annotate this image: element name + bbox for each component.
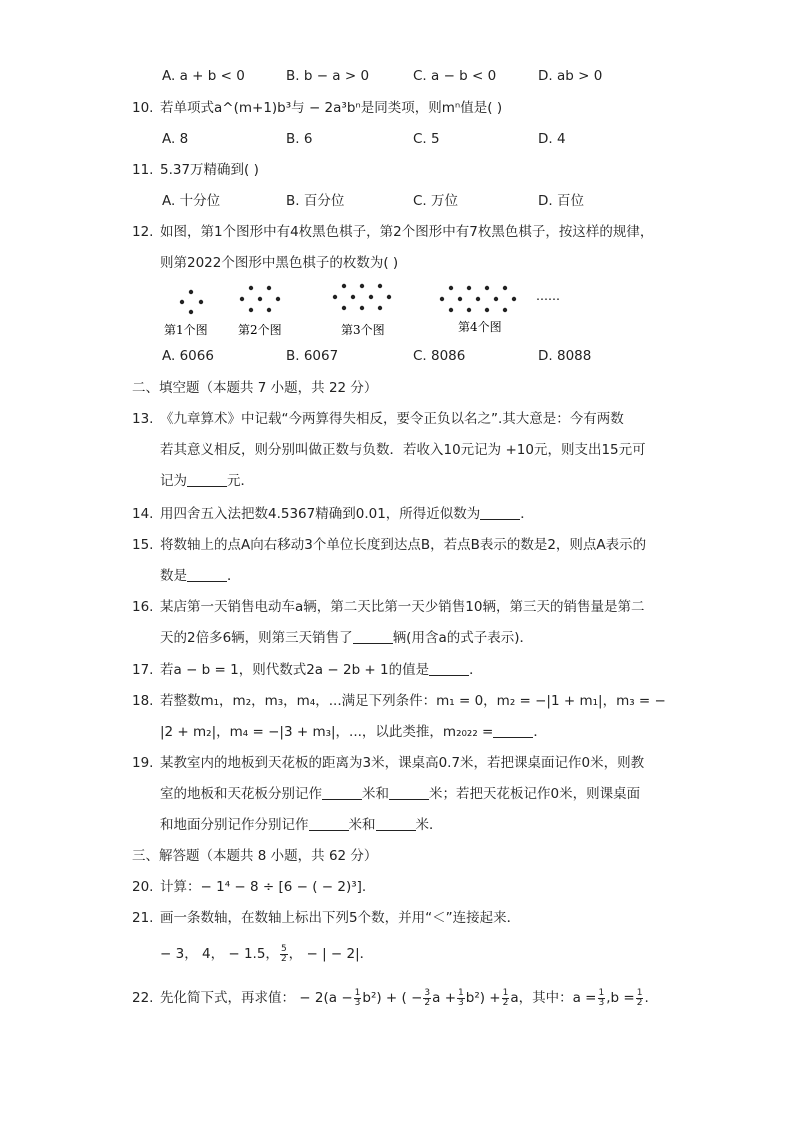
figure-ellipsis: ……: [536, 289, 560, 303]
q12-stem-line2: 则第2022个图形中黑色棋子的枚数为( ): [160, 255, 399, 271]
q17-number: 17.: [132, 662, 154, 678]
q15-answer-blank[interactable]: [187, 567, 227, 582]
q22-part-b: b²) + ( −: [362, 990, 423, 1006]
q20-number: 20.: [132, 879, 154, 895]
q14-text: [160, 504, 534, 524]
fig3-dot: [387, 295, 391, 299]
q12-option-d: D. 8088: [538, 348, 592, 364]
q19-line2-b: 米和: [362, 786, 389, 802]
q13-line1: 《九章算术》中记载“今两算得失相反，要令正负以名之”.其大意是：今有两数: [160, 411, 624, 427]
fig4-dot: [449, 286, 453, 290]
q12-option-a: A. 6066: [162, 348, 214, 364]
q18-line2-b: ．: [533, 724, 547, 740]
q12-option-c: C. 8086: [413, 348, 466, 364]
fig3-dot: [342, 284, 346, 288]
fig4-dot: [440, 297, 444, 301]
q16-answer-blank[interactable]: [353, 629, 393, 644]
q13-line2: 若其意义相反，则分别叫做正数与负数．若收入10元记为 +10元，则支出15元可: [160, 442, 646, 458]
q12-figure: [150, 278, 590, 340]
fig2-dot: [240, 297, 244, 301]
q13-line3: [160, 471, 254, 491]
q13-number: 13.: [132, 411, 154, 427]
fig2-dot: [249, 308, 253, 312]
q19-line2-c: 米；若把天花板记作0米，则课桌面: [429, 786, 641, 802]
q11-option-b: B. 百分位: [286, 193, 345, 209]
q21-line2-b: ， − | − 2|．: [288, 946, 374, 962]
q18-number: 18.: [132, 693, 154, 709]
q10-number: 10.: [132, 100, 154, 116]
q21-number: 21.: [132, 910, 154, 926]
fig1-dot: [199, 300, 203, 304]
figure-label-4: 第4个图: [458, 320, 502, 334]
q22-part-c: a +: [432, 990, 457, 1006]
q18-answer-blank[interactable]: [493, 723, 533, 738]
fig2-dot: [267, 286, 271, 290]
fig1-dot: [189, 310, 193, 314]
q11-option-c: C. 万位: [413, 193, 459, 209]
q15-line2-b: ．: [227, 568, 241, 584]
fig1-dot: [180, 300, 184, 304]
q14-text-b: ．: [520, 506, 534, 522]
fig4-dot: [485, 286, 489, 290]
q18-line2-a: |2 + m₂|，m₄ = −|3 + m₃|，...，以此类推，m₂₀₂₂ =: [160, 724, 494, 740]
q14-text-a: 用四舍五入法把数4.5367精确到0.01，所得近似数为: [160, 506, 481, 522]
q19-answer-blank-2[interactable]: [389, 785, 429, 800]
fig4-dot: [503, 286, 507, 290]
q22-frac-2: $\frac{3}{2}$: [424, 987, 431, 1008]
q17-text: [160, 660, 483, 680]
q21-line2-a: − 3， 4， − 1.5，: [160, 946, 279, 962]
q10-stem: 若单项式a^(m+1)b³与 − 2a³bⁿ是同类项，则mⁿ值是( ): [160, 100, 503, 116]
q15-number: 15.: [132, 537, 154, 553]
fig4-dot: [485, 308, 489, 312]
q19-line2-a: 室的地板和天花板分别记作: [160, 786, 322, 802]
fig3-dot: [360, 284, 364, 288]
q11-option-d: D. 百位: [538, 193, 584, 209]
fig1-dot: [189, 290, 193, 294]
fig2-dot: [249, 286, 253, 290]
q22-frac-5: $\frac{1}{3}$: [598, 987, 605, 1008]
q16-line1: 某店第一天销售电动车a辆，第二天比第一天少销售10辆，第三天的销售量是第二: [160, 599, 645, 615]
fig3-dot: [360, 306, 364, 310]
q19-line2: [160, 784, 640, 804]
fig2-dot: [258, 297, 262, 301]
fig3-dot: [333, 295, 337, 299]
q10-option-c: C. 5: [413, 131, 440, 147]
fig4-dot: [458, 297, 462, 301]
q16-line2-b: 辆(用含a的式子表示)．: [392, 630, 533, 646]
fig4-dot: [476, 297, 480, 301]
fig2-dot: [267, 308, 271, 312]
q22-frac-4: $\frac{1}{2}$: [502, 987, 509, 1008]
q13-line3-b: 元．: [227, 473, 254, 489]
q10-option-b: B. 6: [286, 131, 313, 147]
q19-line3-b: 米和: [348, 817, 376, 833]
q11-stem: 5.37万精确到( ): [160, 162, 259, 178]
q15-line2: [160, 566, 241, 586]
q16-line2-a: 天的2倍多6辆，则第三天销售了: [160, 630, 353, 646]
q22-number: 22.: [132, 990, 154, 1006]
fig4-dot: [503, 308, 507, 312]
q22-frac-6: $\frac{1}{2}$: [636, 987, 643, 1008]
q18-line2: [160, 722, 547, 742]
q11-option-a: A. 十分位: [162, 193, 221, 209]
fig4-dot: [467, 308, 471, 312]
figure-label-1: 第1个图: [164, 323, 208, 337]
fig3-dot: [378, 306, 382, 310]
q22-part-f: ,b =: [606, 990, 635, 1006]
fig4-dot: [449, 308, 453, 312]
q14-number: 14.: [132, 506, 154, 522]
q9-option-a: A. a + b < 0: [162, 68, 245, 84]
q22-frac-1: $\frac{1}{3}$: [354, 987, 361, 1008]
q18-line1: 若整数m₁，m₂，m₃，m₄，...满足下列条件：m₁ = 0，m₂ = −|1 + m₁|，m₃ = −: [160, 693, 666, 709]
q9-option-b: B. b − a > 0: [286, 68, 370, 84]
q22-part-g: .: [644, 990, 649, 1006]
q17-text-b: ．: [469, 662, 483, 678]
q10-option-d: D. 4: [538, 131, 566, 147]
q22-part-a: 先化简下式，再求值： − 2(a −: [160, 990, 353, 1006]
q11-number: 11.: [132, 162, 154, 178]
q21-fraction: $\frac{5}{2}$: [280, 943, 287, 964]
q22-part-e: a，其中：a =: [510, 990, 597, 1006]
figure-label-3: 第3个图: [341, 323, 385, 337]
q19-number: 19.: [132, 755, 154, 771]
q22-frac-3: $\frac{1}{3}$: [458, 987, 464, 1008]
q9-option-c: C. a − b < 0: [413, 68, 497, 84]
fig2-dot: [276, 297, 280, 301]
q22-text: [160, 984, 649, 1012]
section-2-heading: 二、填空题（本题共 7 小题，共 22 分）: [132, 380, 378, 396]
q12-stem-line1: 如图，第1个图形中有4枚黑色棋子，第2个图形中有7枚黑色棋子，按这样的规律，: [160, 224, 654, 240]
q19-answer-blank-4[interactable]: [376, 816, 416, 831]
q15-line1: 将数轴上的点A向右移动3个单位长度到达点B，若点B表示的数是2，则点A表示的: [160, 537, 647, 553]
q22-part-d: b²) +: [465, 990, 501, 1006]
fig3-dot: [351, 295, 355, 299]
section-3-heading: 三、解答题（本题共 8 小题，共 62 分）: [132, 848, 378, 864]
q19-answer-blank-3[interactable]: [309, 816, 349, 831]
q14-answer-blank[interactable]: [480, 505, 520, 520]
figure-label-2: 第2个图: [238, 323, 282, 337]
q12-option-b: B. 6067: [286, 348, 339, 364]
q13-line3-a: 记为: [160, 473, 187, 489]
q17-answer-blank[interactable]: [429, 661, 469, 676]
q21-line2: [160, 940, 373, 968]
q13-answer-blank[interactable]: [187, 472, 227, 487]
q15-line2-a: 数是: [160, 568, 187, 584]
q9-option-d: D. ab > 0: [538, 68, 603, 84]
fig3-dot: [342, 306, 346, 310]
q16-line2: [160, 628, 533, 648]
fig4-dot: [467, 286, 471, 290]
fig4-dot: [494, 297, 498, 301]
q12-number: 12.: [132, 224, 154, 240]
fig3-dot: [378, 284, 382, 288]
q20-text: 计算：− 1⁴ − 8 ÷ [6 − ( − 2)³].: [160, 879, 367, 895]
fig4-dot: [512, 297, 516, 301]
q21-line1: 画一条数轴，在数轴上标出下列5个数，并用“＜”连接起来．: [160, 910, 521, 926]
q19-answer-blank-1[interactable]: [322, 785, 362, 800]
fig3-dot: [369, 295, 373, 299]
q19-line3: [160, 815, 443, 835]
q17-text-a: 若a − b = 1，则代数式2a − 2b + 1的值是: [160, 662, 430, 678]
q19-line1: 某教室内的地板到天花板的距离为3米，课桌高0.7米，若把课桌面记作0米，则教: [160, 755, 645, 771]
q19-line3-c: 米．: [415, 817, 443, 833]
q16-number: 16.: [132, 599, 154, 615]
q10-option-a: A. 8: [162, 131, 189, 147]
q19-line3-a: 和地面分别记作分别记作: [160, 817, 309, 833]
